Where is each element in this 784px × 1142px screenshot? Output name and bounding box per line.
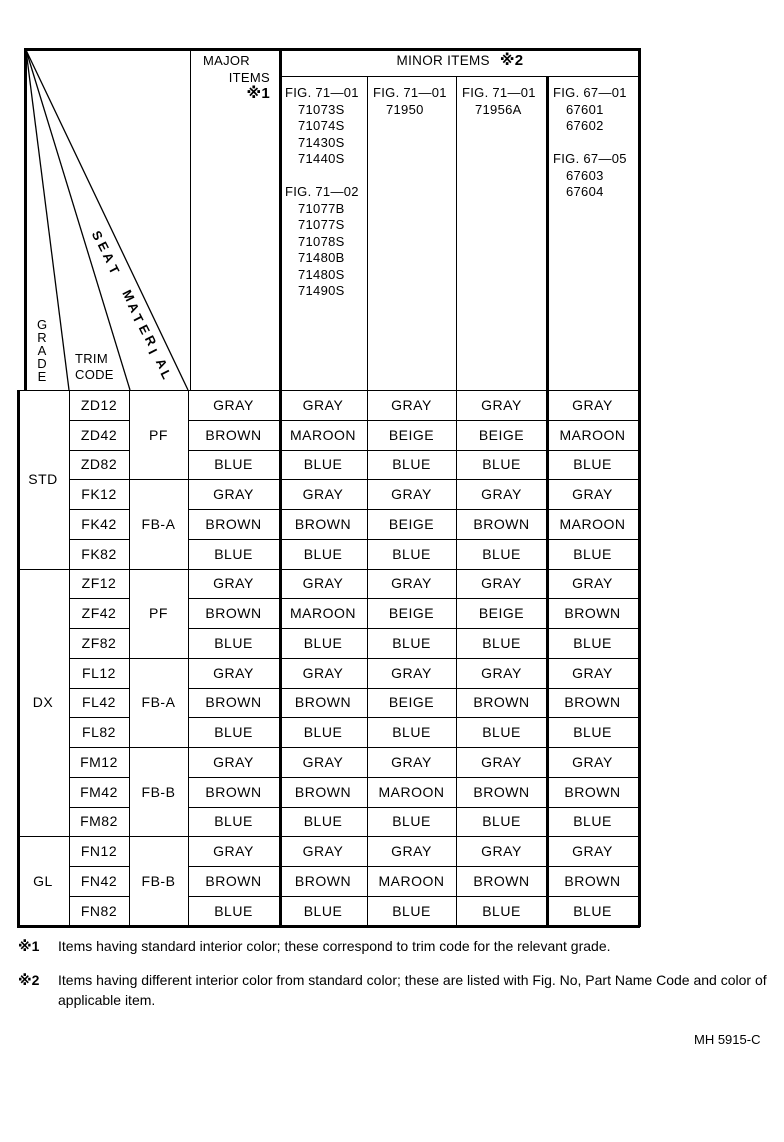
seat-material-letter: R: [141, 333, 160, 349]
table-top-border: [24, 48, 640, 51]
major-items-line1: MAJOR: [203, 53, 250, 68]
minor-color-cell: GRAY: [391, 664, 432, 681]
fig-number: FIG. 67—05: [553, 151, 627, 166]
part-name-code: 71956A: [475, 101, 522, 117]
part-name-code: 71077B: [298, 200, 345, 216]
minor-color-cell: BLUE: [573, 634, 612, 651]
minor-color-cell: BLUE: [573, 724, 612, 741]
major-color-cell: BROWN: [205, 426, 262, 443]
trim-code-cell: FN12: [80, 843, 118, 860]
seat-material-cell: FB-B: [141, 783, 176, 800]
major-items-note-mark: ※1: [246, 85, 270, 102]
seat-material-cell: FB-A: [141, 515, 176, 532]
spacer: [553, 135, 636, 152]
minor-color-cell: BLUE: [303, 724, 343, 741]
major-color-cell: BLUE: [214, 813, 253, 830]
part-name-code: 67604: [566, 184, 604, 199]
major-color-cell: BROWN: [205, 872, 262, 889]
seat-material-letter: A: [100, 250, 118, 266]
trim-code-cell: FK82: [81, 545, 117, 562]
fig-number: FIG. 71—02: [285, 184, 359, 199]
minor-color-cell: GRAY: [481, 486, 522, 503]
footnote-2-text: Items having different interior color from standard color; these are listed with Fig. No, Part Name Code and color of applicable item.: [58, 972, 767, 1008]
major-items-line2: ITEMS: [228, 69, 270, 85]
spacer: [285, 168, 365, 185]
minor-color-cell: GRAY: [481, 843, 522, 860]
fig-number: FIG. 71—01: [462, 85, 536, 100]
seat-material-letter: A: [124, 299, 143, 315]
seat-material-cell: PF: [149, 426, 168, 443]
fig-number: FIG. 67—01: [553, 85, 627, 100]
major-color-cell: BLUE: [214, 545, 253, 562]
minor-color-cell: GRAY: [391, 753, 432, 770]
part-name-code: 71077S: [298, 217, 345, 232]
part-name-code: 71078S: [298, 233, 345, 249]
part-name-code: 71430S: [298, 134, 345, 150]
fig-number: FIG. 71—01: [373, 85, 447, 100]
trim-code-cell: ZD42: [80, 426, 118, 443]
grade-label: [35, 318, 49, 383]
minor-color-cell: BEIGE: [388, 515, 435, 532]
seat-material-letter: A: [152, 355, 171, 371]
minor-color-cell: BROWN: [564, 783, 621, 800]
part-name-code: 71440S: [298, 151, 345, 166]
minor-column-header: [285, 85, 365, 300]
major-color-cell: BROWN: [205, 515, 262, 532]
seat-material-letter: L: [157, 367, 175, 382]
minor-color-cell: BLUE: [482, 902, 521, 919]
minor-color-cell: BROWN: [294, 783, 352, 800]
minor-color-cell: BLUE: [303, 634, 343, 651]
minor-color-cell: GRAY: [481, 753, 522, 770]
minor-color-cell: BLUE: [303, 545, 343, 562]
trim-code-cell: ZF42: [81, 605, 117, 622]
part-name-code: 71074S: [298, 118, 345, 133]
trim-code-cell: ZF82: [81, 634, 117, 651]
grade-cell: DX: [32, 694, 54, 711]
grade-label-letter: G: [36, 317, 48, 332]
major-items-header: [190, 53, 274, 103]
grade-label-letter: D: [37, 356, 47, 371]
minor-color-cell: BLUE: [303, 456, 343, 473]
minor-color-cell: GRAY: [572, 486, 613, 503]
trim-label-line1: TRIM: [75, 351, 108, 366]
part-name-code: 71480B: [298, 250, 345, 265]
minor-color-cell: BLUE: [392, 902, 431, 919]
major-color-cell: BROWN: [205, 694, 262, 711]
minor-column-header: [462, 85, 545, 118]
trim-code-cell: FM12: [80, 753, 118, 770]
minor-color-cell: BEIGE: [388, 694, 435, 711]
part-name-code: 67603: [566, 167, 604, 183]
minor-color-cell: BROWN: [473, 872, 530, 889]
minor-color-cell: BROWN: [473, 515, 530, 532]
minor-color-cell: BROWN: [473, 694, 530, 711]
major-color-cell: BROWN: [205, 783, 262, 800]
minor-color-cell: BROWN: [564, 694, 621, 711]
major-color-cell: GRAY: [213, 664, 254, 681]
trim-code-cell: FN42: [80, 872, 118, 889]
minor-color-cell: MAROON: [559, 426, 626, 443]
seat-material-cell: FB-B: [141, 872, 176, 889]
minor-color-cell: BEIGE: [388, 605, 435, 622]
trim-code-cell: FK12: [81, 486, 117, 503]
minor-subheader-divider: [279, 76, 638, 77]
minor-items-title: MINOR ITEMS: [396, 53, 490, 68]
minor-color-cell: GRAY: [572, 843, 613, 860]
minor-color-cell: GRAY: [481, 664, 522, 681]
minor-color-cell: BLUE: [303, 902, 343, 919]
minor-color-cell: BROWN: [294, 872, 352, 889]
seat-material-letter: M: [119, 287, 138, 305]
minor-color-cell: GRAY: [572, 664, 613, 681]
minor-color-cell: GRAY: [302, 753, 344, 770]
part-name-code: 71480S: [298, 266, 345, 282]
minor-color-cell: BEIGE: [388, 426, 435, 443]
grade-cell: STD: [28, 471, 58, 488]
seat-material-letter: S: [88, 228, 106, 243]
part-name-code: 67602: [566, 118, 604, 133]
minor-color-cell: BEIGE: [478, 426, 525, 443]
minor-color-cell: BLUE: [573, 902, 612, 919]
major-color-cell: GRAY: [213, 396, 254, 413]
minor-color-cell: BLUE: [573, 456, 612, 473]
trim-code-cell: ZD12: [80, 396, 118, 413]
trim-code-cell: FL12: [82, 664, 116, 681]
minor-color-cell: GRAY: [391, 396, 432, 413]
minor-color-cell: GRAY: [302, 843, 344, 860]
minor-color-cell: BLUE: [482, 813, 521, 830]
grade-label-letter: E: [37, 369, 47, 384]
footnote-2-mark: ※2: [18, 972, 40, 988]
major-color-cell: BLUE: [214, 724, 253, 741]
major-color-cell: GRAY: [213, 486, 254, 503]
minor-color-cell: BLUE: [573, 545, 612, 562]
minor-column-header: [553, 85, 636, 201]
minor-color-cell: BLUE: [392, 813, 431, 830]
minor-color-cell: BLUE: [392, 724, 431, 741]
minor-color-cell: MAROON: [378, 783, 445, 800]
minor-column-header: [373, 85, 454, 118]
seat-material-letter: T: [105, 262, 123, 277]
seat-material-letter: T: [129, 311, 147, 326]
fig-number: FIG. 71—01: [285, 85, 359, 100]
minor-color-cell: BLUE: [392, 545, 431, 562]
minor-color-cell: BLUE: [482, 634, 521, 651]
minor-color-cell: BLUE: [482, 456, 521, 473]
minor-color-cell: BEIGE: [478, 605, 525, 622]
footnote-1-text: Items having standard interior color; these correspond to trim code for the relevant grade.: [58, 938, 611, 954]
minor-color-cell: BLUE: [482, 724, 521, 741]
major-color-cell: GRAY: [213, 575, 254, 592]
minor-color-cell: BLUE: [303, 813, 343, 830]
trim-code-cell: FN82: [80, 902, 118, 919]
trim-code-label: [75, 351, 114, 383]
minor-color-cell: GRAY: [302, 575, 344, 592]
trim-code-cell: ZD82: [80, 456, 118, 473]
grade-label-letter: A: [37, 343, 47, 358]
trim-code-cell: FL82: [82, 724, 116, 741]
minor-color-cell: GRAY: [572, 396, 613, 413]
major-color-cell: BLUE: [214, 634, 253, 651]
minor-color-cell: MAROON: [378, 872, 445, 889]
minor-color-cell: GRAY: [391, 486, 432, 503]
seat-material-cell: FB-A: [141, 694, 176, 711]
minor-color-cell: BLUE: [482, 545, 521, 562]
minor-items-header: [281, 53, 639, 70]
major-color-cell: BLUE: [214, 902, 253, 919]
minor-color-cell: GRAY: [302, 486, 344, 503]
minor-color-cell: BROWN: [294, 515, 352, 532]
trim-code-cell: ZF12: [81, 575, 117, 592]
major-color-cell: BROWN: [205, 605, 262, 622]
trim-code-cell: FL42: [82, 694, 116, 711]
seat-material-letter: E: [135, 322, 154, 337]
minor-color-cell: MAROON: [559, 515, 626, 532]
minor-color-cell: GRAY: [572, 575, 613, 592]
trim-code-cell: FM42: [80, 783, 118, 800]
minor-color-cell: BROWN: [564, 872, 621, 889]
trim-code-cell: FK42: [81, 515, 117, 532]
minor-color-cell: BROWN: [294, 694, 352, 711]
minor-color-cell: GRAY: [391, 575, 432, 592]
minor-color-cell: BLUE: [573, 813, 612, 830]
header-left-border: [24, 48, 27, 390]
minor-color-cell: MAROON: [290, 426, 356, 443]
minor-color-cell: GRAY: [302, 664, 344, 681]
reference-code: MH 5915-C: [694, 1032, 761, 1047]
minor-color-cell: MAROON: [290, 605, 356, 622]
minor-color-cell: BROWN: [473, 783, 530, 800]
table-right-border: [638, 48, 641, 927]
minor-color-cell: BLUE: [392, 456, 431, 473]
minor-color-cell: GRAY: [572, 753, 613, 770]
footnote-1-mark: ※1: [18, 938, 40, 954]
minor-color-cell: GRAY: [481, 396, 522, 413]
minor-color-cell: BROWN: [564, 605, 621, 622]
grade-cell: GL: [33, 872, 53, 889]
part-name-code: 67601: [566, 101, 604, 117]
minor-color-cell: GRAY: [481, 575, 522, 592]
part-name-code: 71073S: [298, 101, 345, 117]
major-color-cell: BLUE: [214, 456, 253, 473]
minor-items-note-mark: ※2: [499, 52, 524, 69]
major-color-cell: GRAY: [213, 843, 254, 860]
grade-label-letter: R: [37, 330, 47, 345]
minor-color-cell: BLUE: [392, 634, 431, 651]
part-name-code: 71950: [386, 101, 424, 117]
seat-material-letter: I: [145, 346, 161, 357]
part-name-code: 71490S: [298, 283, 345, 298]
trim-code-cell: FM82: [80, 813, 118, 830]
minor-color-cell: GRAY: [302, 396, 344, 413]
major-color-cell: GRAY: [213, 753, 254, 770]
seat-material-cell: PF: [149, 605, 168, 622]
minor-color-cell: GRAY: [391, 843, 432, 860]
trim-label-line2: CODE: [75, 367, 114, 382]
seat-material-letter: E: [94, 239, 112, 254]
